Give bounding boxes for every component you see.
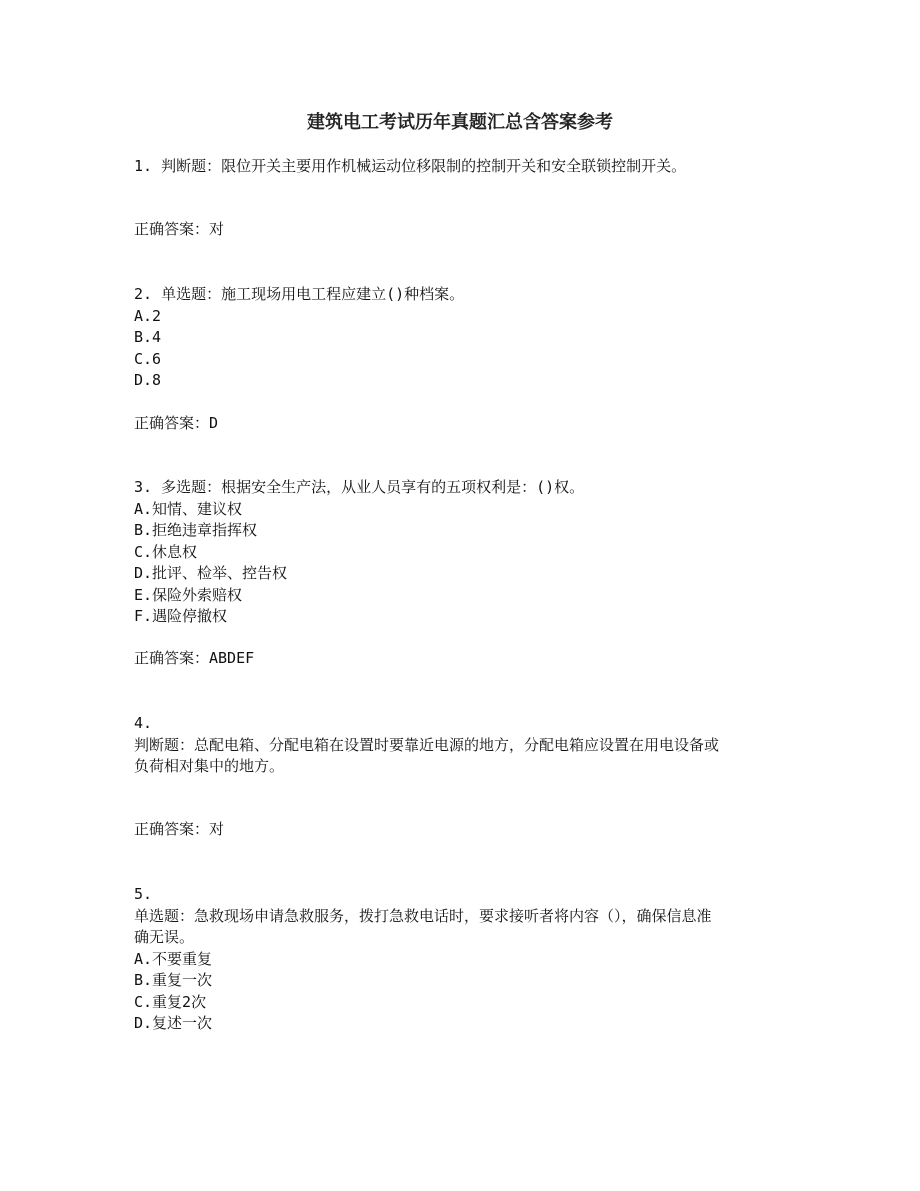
question-text: 单选题：急救现场申请急救服务，拨打急救电话时，要求接听者将内容（），确保信息准 bbox=[134, 906, 712, 925]
question-5 bbox=[134, 884, 794, 1035]
question-2 bbox=[134, 284, 794, 392]
page-title: 建筑电工考试历年真题汇总含答案参考 bbox=[307, 112, 613, 133]
option-c: C.休息权 bbox=[134, 542, 198, 561]
option-c: C.重复2次 bbox=[134, 992, 207, 1011]
option-b: B.重复一次 bbox=[134, 971, 213, 989]
option-b: B.4 bbox=[134, 328, 162, 346]
answer-1: 正确答案：对 bbox=[134, 220, 225, 238]
option-b: B.拒绝违章指挥权 bbox=[134, 521, 258, 539]
option-a: A.知情、建议权 bbox=[134, 499, 243, 518]
question-text: 判断题：总配电箱、分配电箱在设置时要靠近电源的地方，分配电箱应设置在用电设备或 bbox=[134, 735, 720, 754]
question-text: 1. 判断题：限位开关主要用作机械运动位移限制的控制开关和安全联锁控制开关。 bbox=[134, 157, 687, 175]
question-4 bbox=[134, 713, 794, 778]
question-3 bbox=[134, 477, 794, 628]
option-d: D.复述一次 bbox=[134, 1014, 213, 1032]
question-number: 5. bbox=[134, 885, 153, 903]
option-d: D.批评、检举、控告权 bbox=[134, 564, 288, 582]
question-text-cont: 确无误。 bbox=[134, 928, 195, 946]
answer-4: 正确答案：对 bbox=[134, 820, 225, 838]
question-text: 3. 多选题：根据安全生产法，从业人员享有的五项权利是：()权。 bbox=[134, 478, 585, 496]
option-d: D.8 bbox=[134, 371, 162, 389]
option-f: F.遇险停撤权 bbox=[134, 607, 228, 625]
option-a: A.2 bbox=[134, 306, 162, 325]
question-text: 2. 单选题：施工现场用电工程应建立()种档案。 bbox=[134, 285, 465, 303]
question-1 bbox=[134, 156, 794, 178]
question-text-cont: 负荷相对集中的地方。 bbox=[134, 757, 285, 775]
option-a: A.不要重复 bbox=[134, 949, 213, 968]
answer-3: 正确答案：ABDEF bbox=[134, 649, 255, 667]
option-c: C.6 bbox=[134, 349, 162, 368]
option-e: E.保险外索赔权 bbox=[134, 585, 243, 604]
answer-2: 正确答案：D bbox=[134, 414, 219, 432]
question-number: 4. bbox=[134, 714, 153, 732]
